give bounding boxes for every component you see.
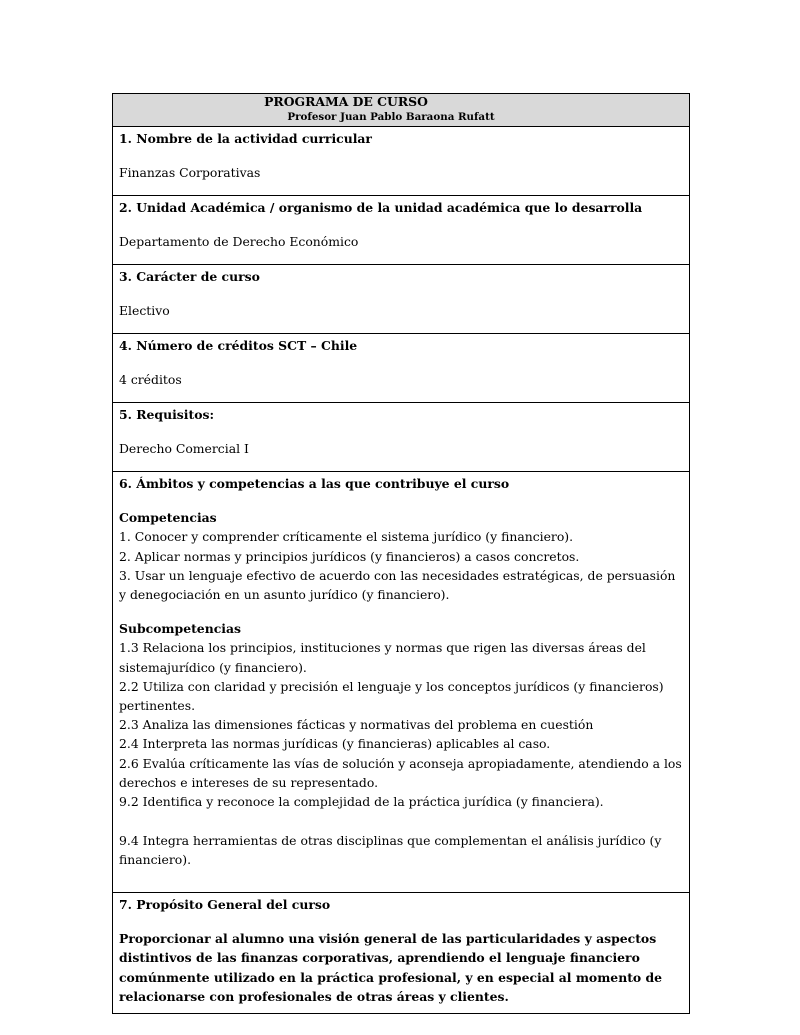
section-1-title: 1. Nombre de la actividad curricular xyxy=(119,131,372,146)
subcompetencia-item: 9.2 Identifica y reconoce la complejidad de la práctica jurídica (y financiera). xyxy=(119,794,604,810)
section-2-cell xyxy=(113,196,690,265)
subcompetencia-item: 2.2 Utiliza con claridad y precisión el lenguaje y los conceptos jurídicos (y financieros) pertinentes. xyxy=(119,678,664,714)
section-5-title: 5. Requisitos: xyxy=(119,407,215,422)
header-cell xyxy=(113,94,690,127)
competencia-item: 3. Usar un lenguaje efectivo de acuerdo con las necesidades estratégicas, de persuasión y denegociación en un asunto jurídico (y financiero). xyxy=(119,567,676,603)
course-program-table xyxy=(112,93,690,1014)
section-5-value: Derecho Comercial I xyxy=(119,441,249,457)
section-3-value: Electivo xyxy=(119,303,170,319)
section-1-value: Finanzas Corporativas xyxy=(119,165,261,181)
competencia-item: 2. Aplicar normas y principios jurídicos (y financieros) a casos concretos. xyxy=(119,548,580,564)
section-4-cell xyxy=(113,334,690,403)
section-2-value: Departamento de Derecho Económico xyxy=(119,234,359,250)
subcompetencia-item: 2.3 Analiza las dimensiones fácticas y normativas del problema en cuestión xyxy=(119,717,594,733)
section-4-value: 4 créditos xyxy=(119,372,182,388)
program-title: PROGRAMA DE CURSO xyxy=(264,94,428,109)
subcompetencia-item: 2.4 Interpreta las normas jurídicas (y financieras) aplicables al caso. xyxy=(119,736,551,752)
section-4-title: 4. Número de créditos SCT – Chile xyxy=(119,338,358,353)
subcompetencias-heading: Subcompetencias xyxy=(119,621,241,637)
course-program-document xyxy=(112,93,690,1014)
section-6-cell xyxy=(113,472,690,893)
section-3-title: 3. Carácter de curso xyxy=(119,269,260,284)
subcompetencia-item: 2.6 Evalúa críticamente las vías de solución y aconseja apropiadamente, atendiendo a los derechos e intereses de su representado. xyxy=(119,755,682,790)
competencia-item: 1. Conocer y comprender críticamente el sistema jurídico (y financiero). xyxy=(119,529,574,545)
subcompetencia-item: 1.3 Relaciona los principios, instituciones y normas que rigen las diversas áreas del sistemajurídico (y financiero). xyxy=(119,640,646,675)
section-7-cell xyxy=(113,893,690,1014)
section-7-title: 7. Propósito General del curso xyxy=(119,897,331,912)
section-5-cell xyxy=(113,403,690,472)
section-6-title: 6. Ámbitos y competencias a las que contribuye el curso xyxy=(119,476,510,491)
section-3-cell xyxy=(113,265,690,334)
section-7-value: Proporcionar al alumno una visión general de las particularidades y aspectos distintivos de las finanzas corporativas, aprendiendo el lenguaje financiero comúnmente utilizado en la práctica profesional, y en especial al momento de relacionarse con profesionales de otras áreas y clientes. xyxy=(119,931,663,1004)
section-2-title: 2. Unidad Académica / organismo de la unidad académica que lo desarrolla xyxy=(119,200,643,215)
section-1-cell xyxy=(113,127,690,196)
competencias-heading: Competencias xyxy=(119,510,217,526)
subcompetencia-item: 9.4 Integra herramientas de otras disciplinas que complementan el análisis jurídico (y financiero). xyxy=(119,833,662,868)
professor-name: Profesor Juan Pablo Baraona Rufatt xyxy=(287,111,495,123)
